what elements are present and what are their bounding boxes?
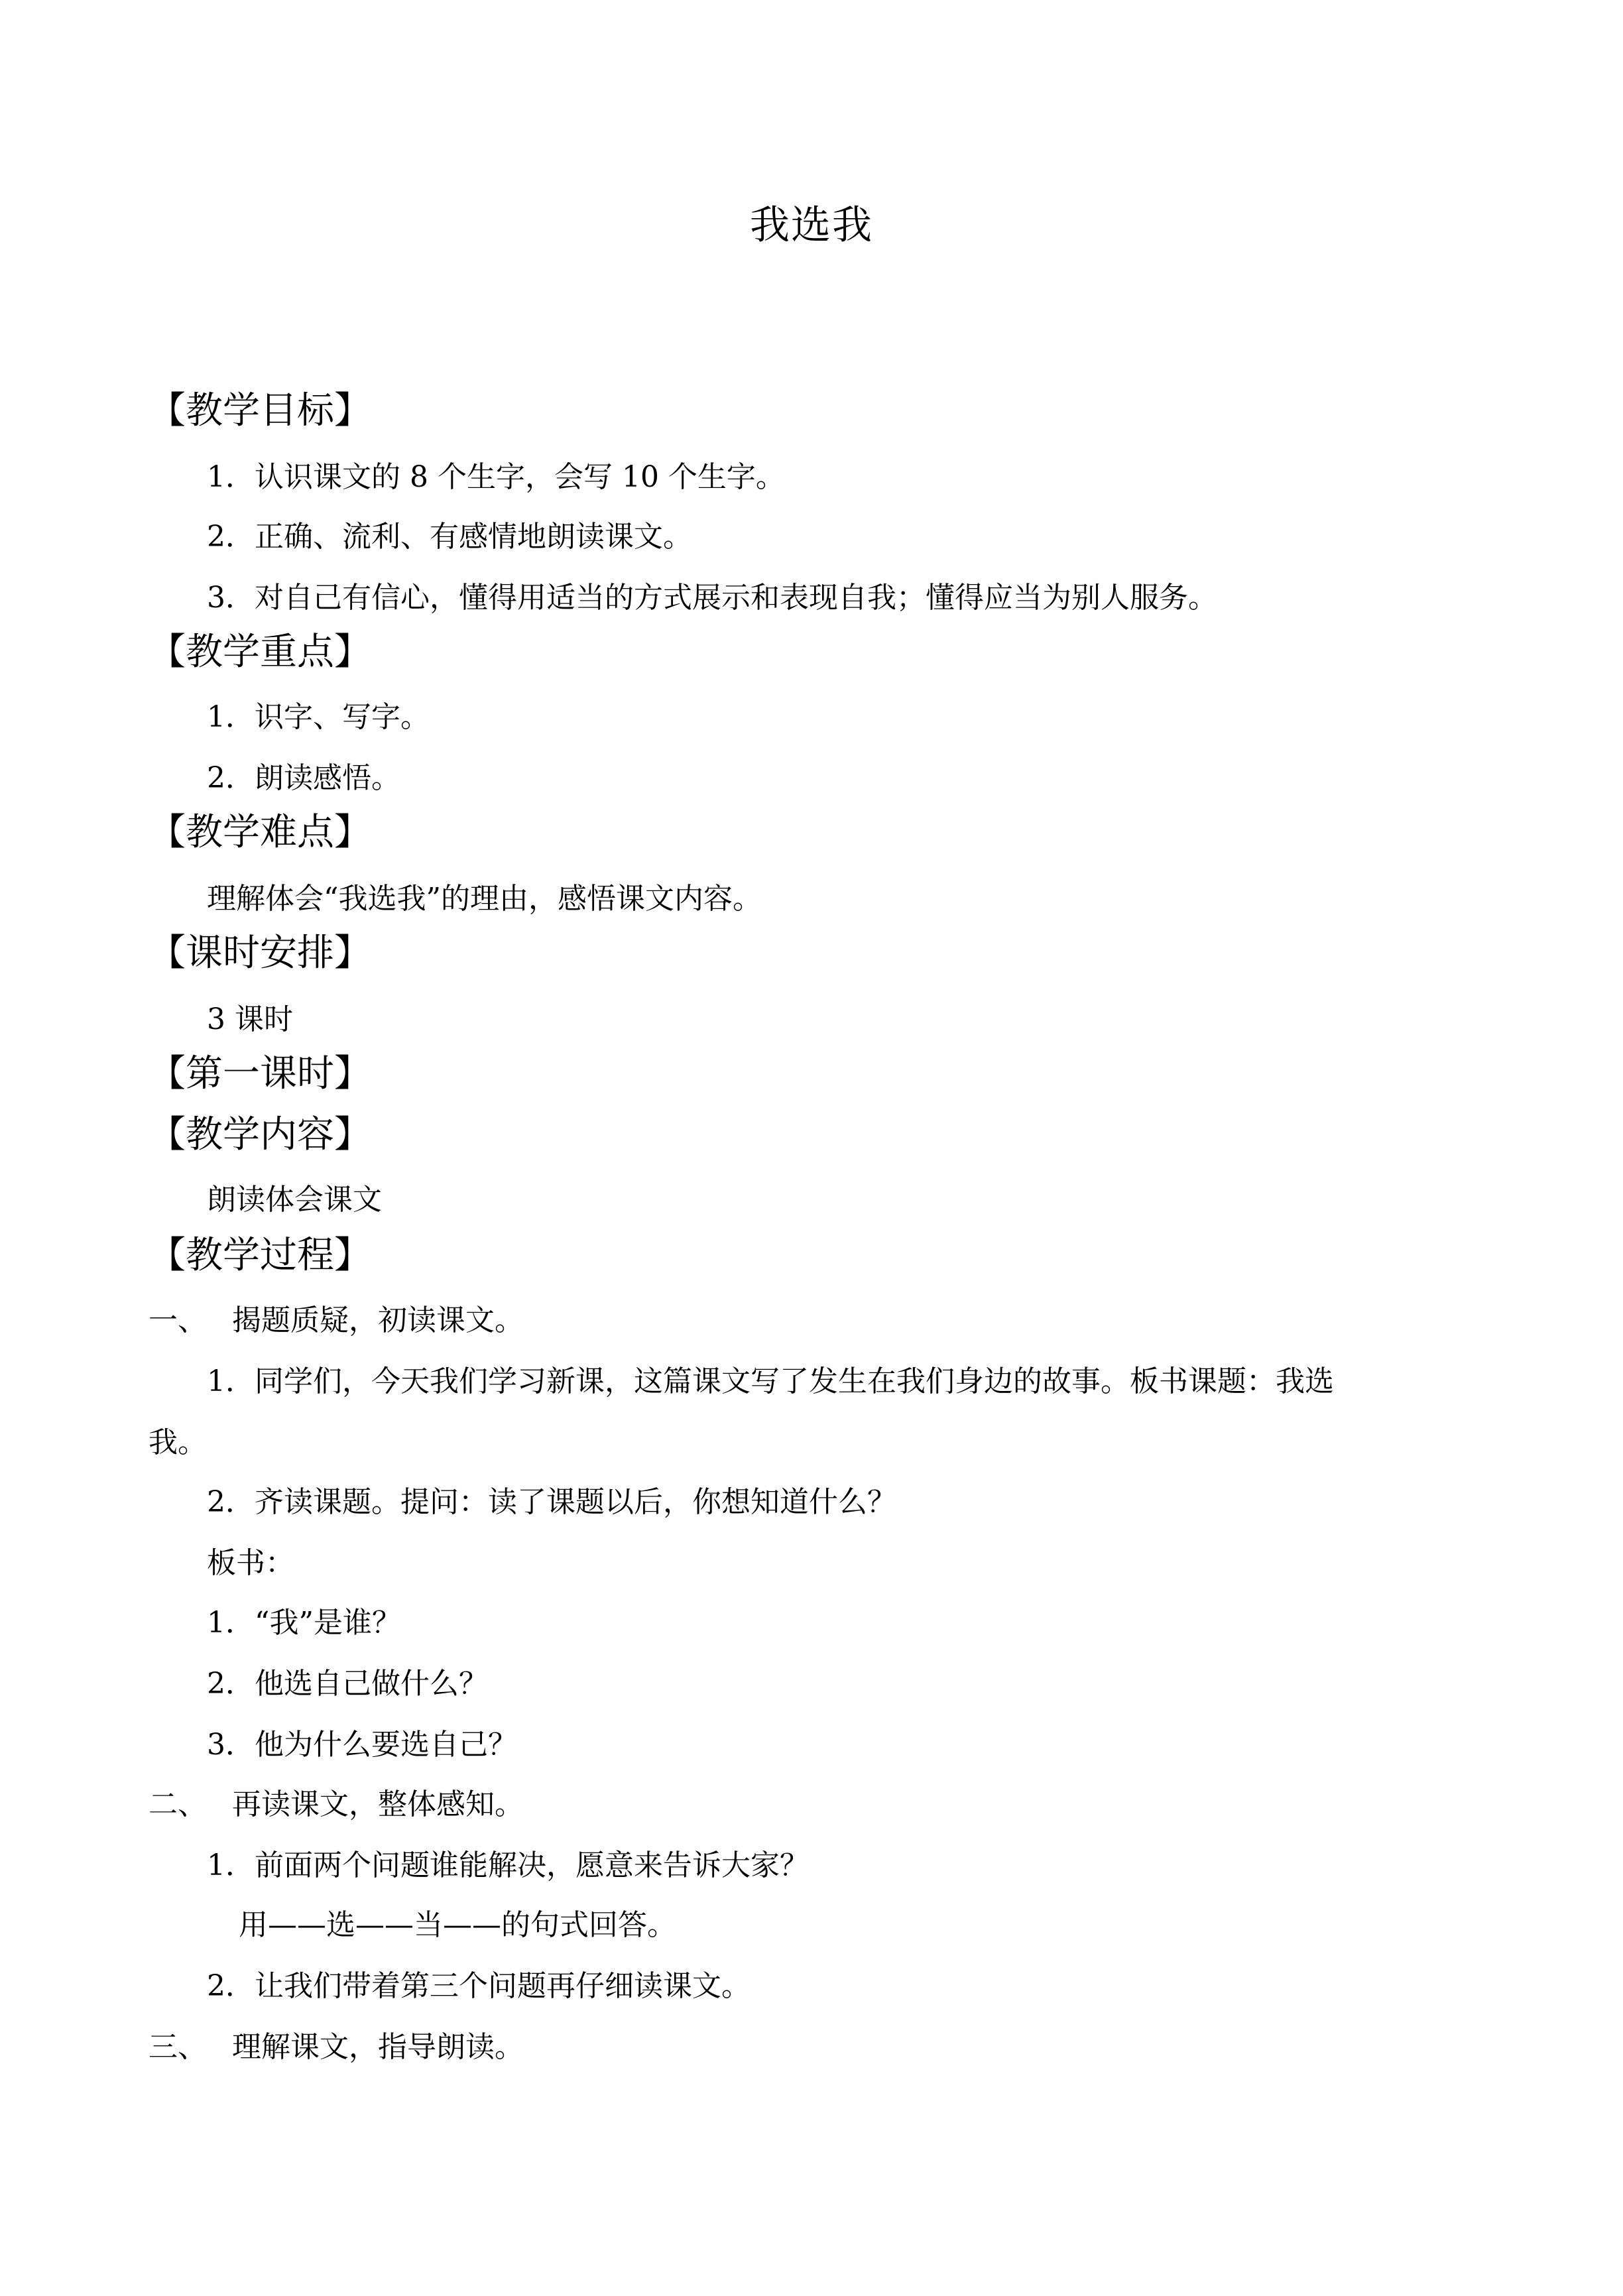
section-heading-content: 【教学内容】	[149, 1113, 371, 1156]
section-heading-process: 【教学过程】	[149, 1234, 371, 1277]
content-text: 朗读体会课文	[207, 1183, 382, 1217]
process-item: 3．他为什么要选自己？	[207, 1728, 517, 1762]
section-heading-objectives: 【教学目标】	[149, 389, 371, 432]
process-step-text: 再读课文，整体感知。	[232, 1787, 524, 1821]
process-item: 2．让我们带着第三个问题再仔细读课文。	[207, 1969, 751, 2003]
section-heading-first-lesson: 【第一课时】	[149, 1052, 371, 1095]
objective-item-2: 2．正确、流利、有感情地朗读课文。	[207, 520, 692, 554]
difficulty-text: 理解体会“我选我”的理由，感悟课文内容。	[207, 882, 762, 916]
objective-item-3: 3．对自己有信心，懂得用适当的方式展示和表现自我；懂得应当为别人服务。	[207, 581, 1217, 615]
section-heading-key-points: 【教学重点】	[149, 631, 371, 674]
process-step-number: 三、	[149, 2030, 207, 2064]
process-item: 板书：	[207, 1546, 294, 1580]
section-heading-schedule: 【课时安排】	[149, 932, 371, 975]
section-heading-difficulties: 【教学难点】	[149, 811, 371, 854]
objective-item-1: 1．认识课文的 8 个生字，会写 10 个生字。	[207, 460, 785, 494]
process-step-1	[149, 1301, 524, 1341]
schedule-text: 3 课时	[207, 1002, 293, 1036]
process-subitem: 用——选——当——的句式回答。	[239, 1908, 676, 1942]
process-step-text: 揭题质疑，初读课文。	[232, 1303, 524, 1337]
process-step-2	[149, 1785, 524, 1825]
process-item-wrap: 我。	[149, 1425, 207, 1459]
process-item: 1．同学们，今天我们学习新课，这篇课文写了发生在我们身边的故事。板书课题：我选	[207, 1364, 1334, 1398]
process-item: 1．前面两个问题谁能解决，愿意来告诉大家？	[207, 1848, 809, 1882]
process-item: 2．齐读课题。提问：读了课题以后，你想知道什么？	[207, 1485, 896, 1519]
process-step-3	[149, 2027, 524, 2067]
process-step-text: 理解课文，指导朗读。	[232, 2030, 524, 2064]
process-step-number: 一、	[149, 1303, 207, 1337]
document-title: 我选我	[750, 202, 873, 249]
process-step-number: 二、	[149, 1787, 207, 1821]
key-point-item-1: 1．识字、写字。	[207, 700, 430, 734]
process-item: 2．他选自己做什么？	[207, 1667, 488, 1701]
key-point-item-2: 2．朗读感悟。	[207, 761, 400, 795]
process-item: 1．“我”是谁？	[207, 1606, 401, 1640]
